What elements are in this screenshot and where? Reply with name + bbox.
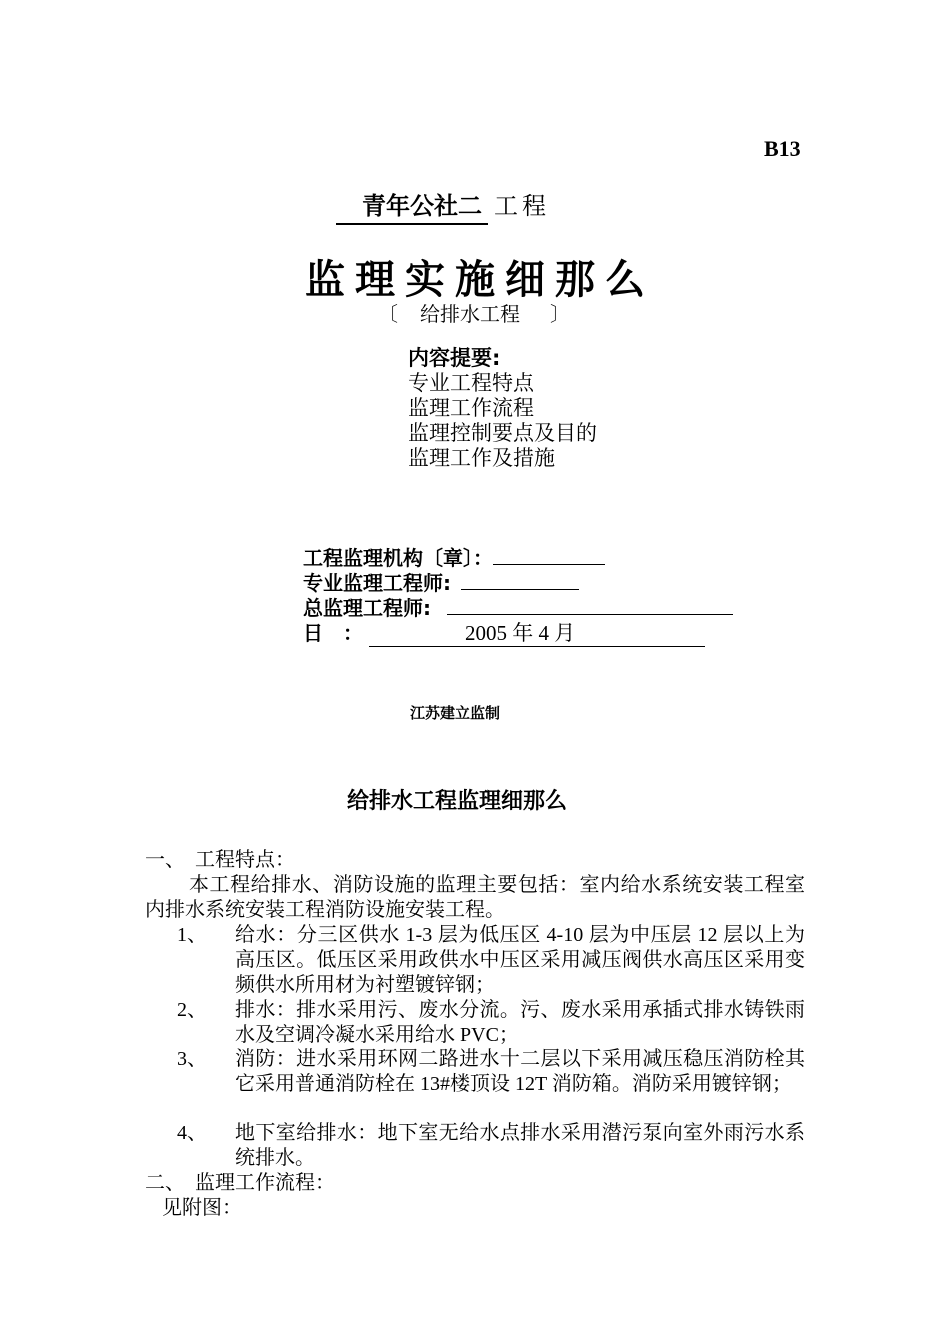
engineer-label: 专业监理工程师: <box>303 571 451 595</box>
subtitle-text: 给排水工程 <box>420 302 520 326</box>
list-item <box>145 923 805 998</box>
section1-heading: 一、 工程特点： <box>145 849 295 871</box>
list-item-text: 排水：排水采用污、废水分流。污、废水采用承插式排水铸铁雨水及空调冷凝水采用给水 PVC； <box>235 999 805 1046</box>
document-title: 监理实施细那么 <box>305 257 655 303</box>
agency-label: 工程监理机构〔章〕： <box>303 546 493 570</box>
document-subtitle <box>378 298 570 327</box>
section-title: 给排水工程监理细那么 <box>347 789 568 814</box>
summary-item: 监理控制要点及目的 <box>408 421 597 445</box>
summary-item: 专业工程特点 <box>408 371 534 395</box>
list-item-text: 给水：分三区供水 1-3 层为低压区 4-10 层为中压层 12 层以上为高压区。低压区采用政供水中压区采用减压阀供水高压区采用变频供水所用材为衬塑镀锌钢； <box>235 924 805 996</box>
summary-item: 监理工作及措施 <box>408 446 555 470</box>
date-value: 2005 年 4 月 <box>465 621 576 645</box>
issuer-name: 江苏建立监制 <box>410 704 501 722</box>
list-item <box>145 1047 805 1097</box>
engineer-blank <box>461 571 579 590</box>
agency-row <box>303 546 733 571</box>
list-item <box>145 998 805 1048</box>
agency-blank <box>493 546 605 565</box>
list-item-number: 2、 <box>177 999 207 1021</box>
summary-item: 监理工作流程 <box>408 396 534 420</box>
date-label: 日 ： <box>303 621 363 645</box>
chief-row <box>303 596 733 621</box>
date-row <box>303 621 733 646</box>
section1-intro: 本工程给排水、消防设施的监理主要包括：室内给水系统安装工程室内排水系统安装工程消防设施安装工程。 <box>145 874 805 921</box>
project-suffix: 工程 <box>494 192 550 220</box>
date-blank <box>369 621 705 647</box>
section2-heading: 二、 监理工作流程： <box>145 1172 335 1194</box>
engineer-row <box>303 571 733 596</box>
project-name: 青年公社二 <box>336 186 488 225</box>
project-name-line <box>336 186 550 225</box>
chief-label: 总监理工程师: <box>303 596 431 620</box>
section2-note: 见附图： <box>162 1197 242 1219</box>
summary-heading: 内容提要: <box>408 346 501 370</box>
subtitle-close-bracket: 〕 <box>550 302 570 326</box>
list-item-number: 1、 <box>177 924 207 946</box>
signoff-block <box>303 546 733 646</box>
subtitle-open-bracket: 〔 <box>378 302 398 326</box>
list-item-number: 4、 <box>177 1122 207 1144</box>
list-item <box>145 1121 805 1171</box>
list-item-number: 3、 <box>177 1048 207 1070</box>
summary-block <box>408 346 597 471</box>
chief-blank <box>447 596 733 615</box>
document-code: B13 <box>764 136 801 161</box>
list-item-text: 消防：进水采用环网二路进水十二层以下采用减压稳压消防栓其它采用普通消防栓在 13#楼顶设 12T 消防箱。消防采用镀锌钢； <box>235 1048 805 1095</box>
list-item-text: 地下室给排水：地下室无给水点排水采用潜污泵向室外雨污水系统排水。 <box>235 1122 805 1169</box>
